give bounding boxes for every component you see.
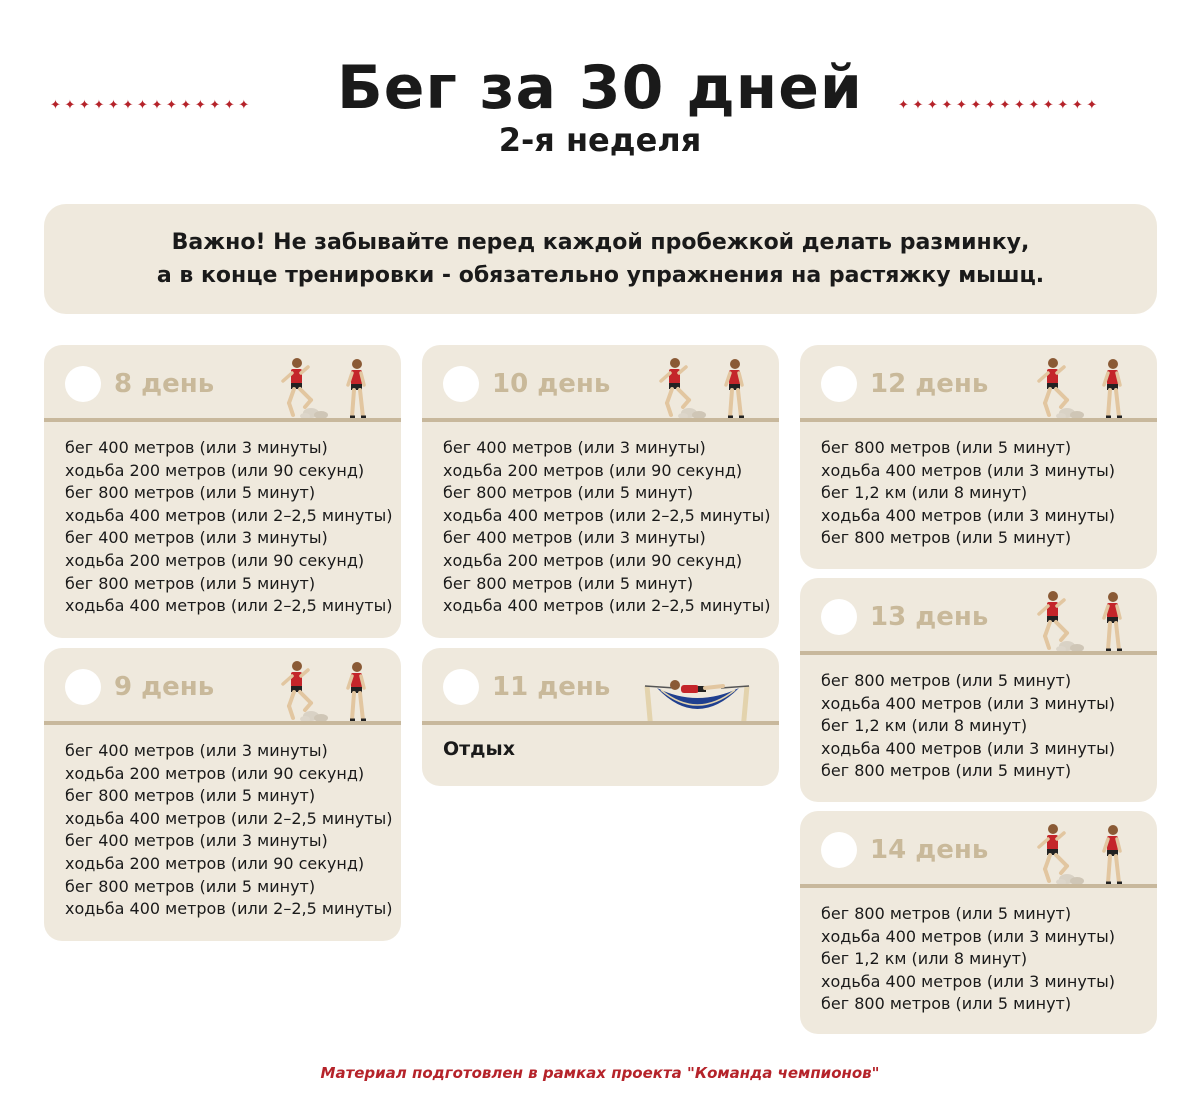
workout-list xyxy=(65,740,392,921)
list-item: ходьба 200 метров (или 90 секунд) xyxy=(65,853,365,873)
list-item: бег 400 метров (или 3 минуты) xyxy=(443,438,706,457)
list-item: бег 800 метров (или 5 минут) xyxy=(821,904,1072,923)
list-item: ходьба 400 метров (или 2–2,5 минуты) xyxy=(443,596,771,616)
list-item: бег 800 метров (или 5 минут) xyxy=(65,786,316,806)
list-item: ходьба 400 метров (или 2–2,5 минуты) xyxy=(65,808,393,828)
checkbox-circle-icon xyxy=(821,832,857,868)
checkbox-circle-icon xyxy=(443,366,479,402)
day-card-11 xyxy=(422,648,779,786)
list-item: бег 1,2 км (или 8 минут) xyxy=(821,949,1028,969)
runner-illustration-icon xyxy=(1027,821,1137,887)
day-card-header xyxy=(44,648,401,725)
list-item: ходьба 400 метров (или 3 минуты) xyxy=(821,971,1116,991)
day-card-header xyxy=(422,345,779,422)
day-label: 8 день xyxy=(114,369,215,399)
list-item: бег 800 метров (или 5 минут) xyxy=(443,483,694,503)
list-item: бег 800 метров (или 5 минут) xyxy=(65,876,316,896)
notice-box xyxy=(44,204,1157,314)
runner-illustration-icon xyxy=(1027,588,1137,654)
list-item: бег 1,2 км (или 8 минут) xyxy=(821,716,1028,736)
checkbox-circle-icon xyxy=(821,366,857,402)
day-card-header xyxy=(800,811,1157,888)
runner-illustration-icon xyxy=(649,355,759,421)
list-item: бег 800 метров (или 5 минут) xyxy=(821,994,1072,1014)
list-item: ходьба 400 метров (или 3 минуты) xyxy=(821,926,1116,946)
notice-line-2: а в конце тренировки - обязательно упражнения на растяжку мышц. xyxy=(156,263,1045,288)
hammock-illustration-icon xyxy=(635,658,765,724)
list-item: ходьба 200 метров (или 90 секунд) xyxy=(65,550,365,570)
list-item: ходьба 400 метров (или 2–2,5 минуты) xyxy=(65,899,393,919)
day-label: 12 день xyxy=(870,369,989,399)
runner-illustration-icon xyxy=(271,355,381,421)
list-item: бег 400 метров (или 3 минуты) xyxy=(65,831,328,851)
checkbox-circle-icon xyxy=(443,669,479,705)
list-item: ходьба 200 метров (или 90 секунд) xyxy=(65,763,365,783)
list-item: бег 800 метров (или 5 минут) xyxy=(821,438,1072,457)
list-item: бег 800 метров (или 5 минут) xyxy=(821,528,1072,548)
workout-list xyxy=(443,437,770,618)
workout-list xyxy=(821,903,1115,1016)
workout-list xyxy=(821,437,1115,550)
day-card-10 xyxy=(422,345,779,638)
list-item: бег 400 метров (или 3 минуты) xyxy=(65,528,328,548)
page-title: Бег за 30 дней xyxy=(337,53,863,123)
page-subtitle: 2-я неделя xyxy=(498,121,702,159)
list-item: ходьба 400 метров (или 2–2,5 минуты) xyxy=(65,596,393,616)
day-card-8 xyxy=(44,345,401,638)
day-card-14 xyxy=(800,811,1157,1034)
workout-list xyxy=(821,670,1115,783)
list-item: бег 400 метров (или 3 минуты) xyxy=(65,741,328,760)
stars-decoration-left: ✦✦✦✦✦✦✦✦✦✦✦✦✦✦ xyxy=(50,98,253,113)
day-label: 10 день xyxy=(492,369,611,399)
day-card-13 xyxy=(800,578,1157,802)
checkbox-circle-icon xyxy=(65,366,101,402)
header-divider xyxy=(422,418,779,422)
header-divider xyxy=(422,721,779,725)
notice-line-1: Важно! Не забывайте перед каждой пробежкой делать разминку, xyxy=(171,230,1030,255)
runner-illustration-icon xyxy=(1027,355,1137,421)
header-divider xyxy=(44,418,401,422)
header-divider xyxy=(44,721,401,725)
header xyxy=(0,0,1200,180)
day-card-header xyxy=(800,578,1157,655)
list-item: бег 800 метров (или 5 минут) xyxy=(821,761,1072,781)
header-divider xyxy=(800,651,1157,655)
workout-list xyxy=(65,437,392,618)
footer-credit: Материал подготовлен в рамках проекта "Команда чемпионов" xyxy=(320,1064,880,1082)
day-card-header xyxy=(422,648,779,725)
list-item: бег 400 метров (или 3 минуты) xyxy=(65,438,328,457)
list-item: бег 1,2 км (или 8 минут) xyxy=(821,483,1028,503)
list-item: бег 800 метров (или 5 минут) xyxy=(65,573,316,593)
checkbox-circle-icon xyxy=(821,599,857,635)
list-item: бег 400 метров (или 3 минуты) xyxy=(443,528,706,548)
day-label: 11 день xyxy=(492,672,611,702)
rest-label: Отдых xyxy=(443,738,515,760)
day-card-header xyxy=(800,345,1157,422)
day-card-9 xyxy=(44,648,401,941)
list-item: ходьба 400 метров (или 2–2,5 минуты) xyxy=(443,505,771,525)
list-item: ходьба 400 метров (или 3 минуты) xyxy=(821,738,1116,758)
checkbox-circle-icon xyxy=(65,669,101,705)
day-label: 9 день xyxy=(114,672,215,702)
header-divider xyxy=(800,418,1157,422)
list-item: ходьба 200 метров (или 90 секунд) xyxy=(65,460,365,480)
list-item: ходьба 400 метров (или 3 минуты) xyxy=(821,505,1116,525)
list-item: бег 800 метров (или 5 минут) xyxy=(821,671,1072,690)
day-label: 14 день xyxy=(870,835,989,865)
list-item: ходьба 400 метров (или 3 минуты) xyxy=(821,693,1116,713)
day-label: 13 день xyxy=(870,602,989,632)
day-card-header xyxy=(44,345,401,422)
runner-illustration-icon xyxy=(271,658,381,724)
list-item: ходьба 400 метров (или 2–2,5 минуты) xyxy=(65,505,393,525)
list-item: ходьба 200 метров (или 90 секунд) xyxy=(443,460,743,480)
list-item: бег 800 метров (или 5 минут) xyxy=(65,483,316,503)
header-divider xyxy=(800,884,1157,888)
list-item: бег 800 метров (или 5 минут) xyxy=(443,573,694,593)
day-card-12 xyxy=(800,345,1157,569)
list-item: ходьба 200 метров (или 90 секунд) xyxy=(443,550,743,570)
list-item: ходьба 400 метров (или 3 минуты) xyxy=(821,460,1116,480)
stars-decoration-right: ✦✦✦✦✦✦✦✦✦✦✦✦✦✦ xyxy=(898,98,1101,113)
